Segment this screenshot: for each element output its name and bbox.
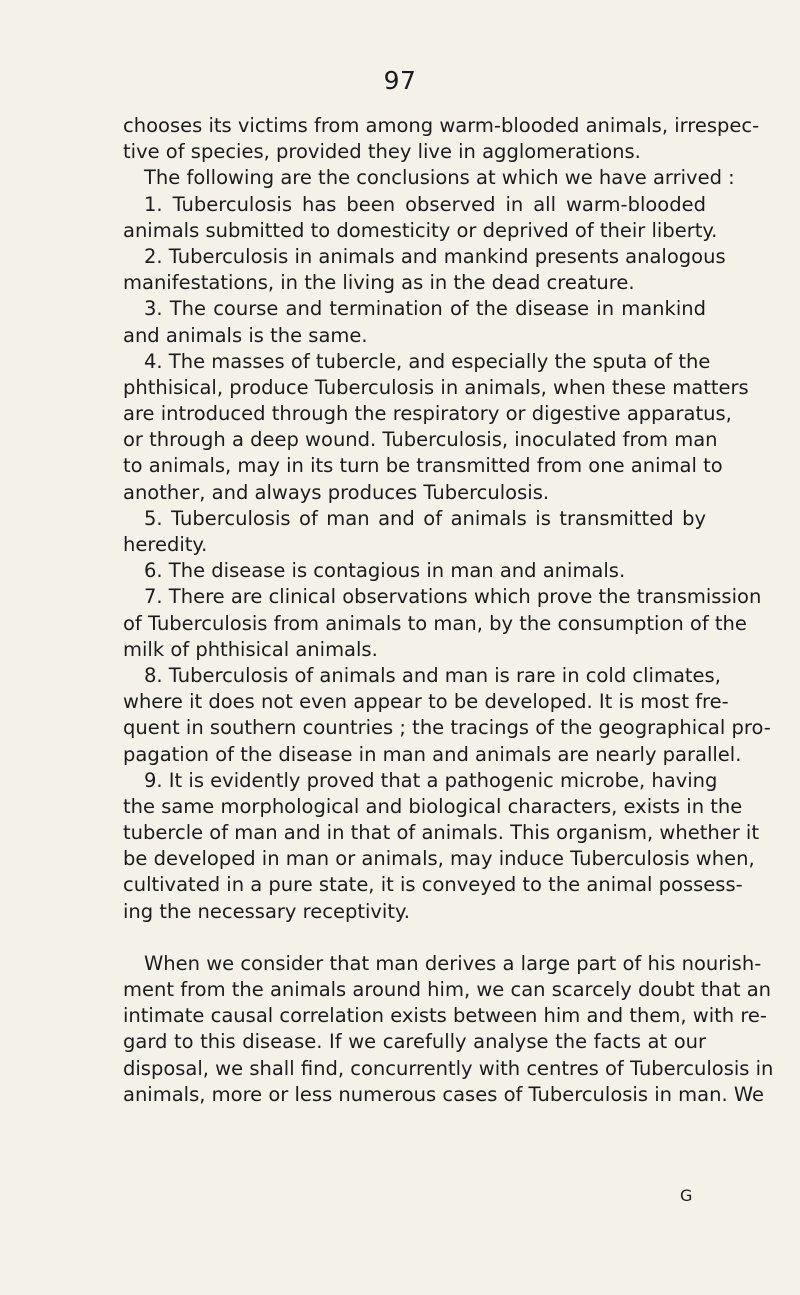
signature-mark: G bbox=[680, 1186, 693, 1205]
list-item-9-line: ing the necessary receptivity. bbox=[123, 899, 410, 923]
paragraph-line: When we consider that man derives a large part of his nourish- bbox=[144, 951, 762, 975]
list-item-4-line: another, and always produces Tuberculosis. bbox=[123, 480, 550, 504]
list-item-9-line: 9. It is evidently proved that a pathogenic microbe, having bbox=[144, 768, 718, 792]
list-item-1-line: animals submitted to domesticity or deprived of their liberty. bbox=[123, 218, 718, 242]
list-item-9-line: cultivated in a pure state, it is conveyed to the animal possess- bbox=[123, 873, 743, 897]
list-item-2-line: manifestations, in the living as in the dead creature. bbox=[123, 271, 635, 295]
text-line: The following are the conclusions at which we have arrived : bbox=[144, 166, 735, 190]
paragraph-gap bbox=[123, 925, 706, 951]
list-item-7-line: 7. There are clinical observations which prove the transmission bbox=[144, 585, 762, 609]
list-item-3-line: and animals is the same. bbox=[123, 323, 368, 347]
list-item-2-line: 2. Tuberculosis in animals and mankind presents analogous bbox=[144, 244, 726, 268]
list-item-4-line: or through a deep wound. Tuberculosis, inoculated from man bbox=[123, 428, 718, 452]
list-item-7-line: of Tuberculosis from animals to man, by the consumption of the bbox=[123, 611, 747, 635]
paragraph-line: ment from the animals around him, we can scarcely doubt that an bbox=[123, 978, 772, 1001]
list-item-3-line: 3. The course and termination of the disease in mankind bbox=[144, 297, 706, 321]
paragraph-line: intimate causal correlation exists between him and them, with re- bbox=[123, 1004, 767, 1028]
list-item-6-line: 6. The disease is contagious in man and animals. bbox=[144, 559, 626, 583]
paragraph-line: gard to this disease. If we carefully analyse the facts at our bbox=[123, 1030, 706, 1054]
list-item-5-line: heredity. bbox=[123, 533, 208, 556]
list-item-9-line: be developed in man or animals, may induce Tuberculosis when, bbox=[123, 847, 755, 871]
list-item-4-line: 4. The masses of tubercle, and especially the sputa of the bbox=[144, 349, 711, 373]
text-line: tive of species, provided they live in agglomerations. bbox=[123, 140, 641, 164]
page-body bbox=[123, 113, 774, 1108]
list-item-4-line: are introduced through the respiratory or digestive apparatus, bbox=[123, 402, 732, 426]
page-number: 97 bbox=[383, 66, 417, 95]
text-line: chooses its victims from among warm-blooded animals, irrespec- bbox=[123, 114, 760, 137]
list-item-8-line: where it does not even appear to be developed. It is most fre- bbox=[123, 690, 729, 714]
list-item-9-line: tubercle of man and in that of animals. This organism, whether it bbox=[123, 821, 759, 845]
list-item-7-line: milk of phthisical animals. bbox=[123, 637, 378, 661]
list-item-4-line: to animals, may in its turn be transmitted from one animal to bbox=[123, 454, 723, 478]
list-item-1-line: 1. Tuberculosis has been observed in all warm-blooded bbox=[144, 192, 706, 216]
list-item-9-line: the same morphological and biological characters, exists in the bbox=[123, 794, 743, 818]
paragraph-line: disposal, we shall find, concurrently with centres of Tuberculosis in bbox=[123, 1056, 774, 1080]
list-item-4-line: phthisical, produce Tuberculosis in animals, when these matters bbox=[123, 375, 749, 399]
list-item-8-line: quent in southern countries ; the tracings of the geographical pro- bbox=[123, 716, 771, 740]
list-item-8-line: pagation of the disease in man and animals are nearly parallel. bbox=[123, 742, 742, 766]
paragraph-line: animals, more or less numerous cases of Tuberculosis in man. We bbox=[123, 1082, 765, 1106]
list-item-8-line: 8. Tuberculosis of animals and man is rare in cold climates, bbox=[144, 663, 721, 687]
list-item-5-line: 5. Tuberculosis of man and of animals is transmitted by bbox=[144, 506, 706, 530]
